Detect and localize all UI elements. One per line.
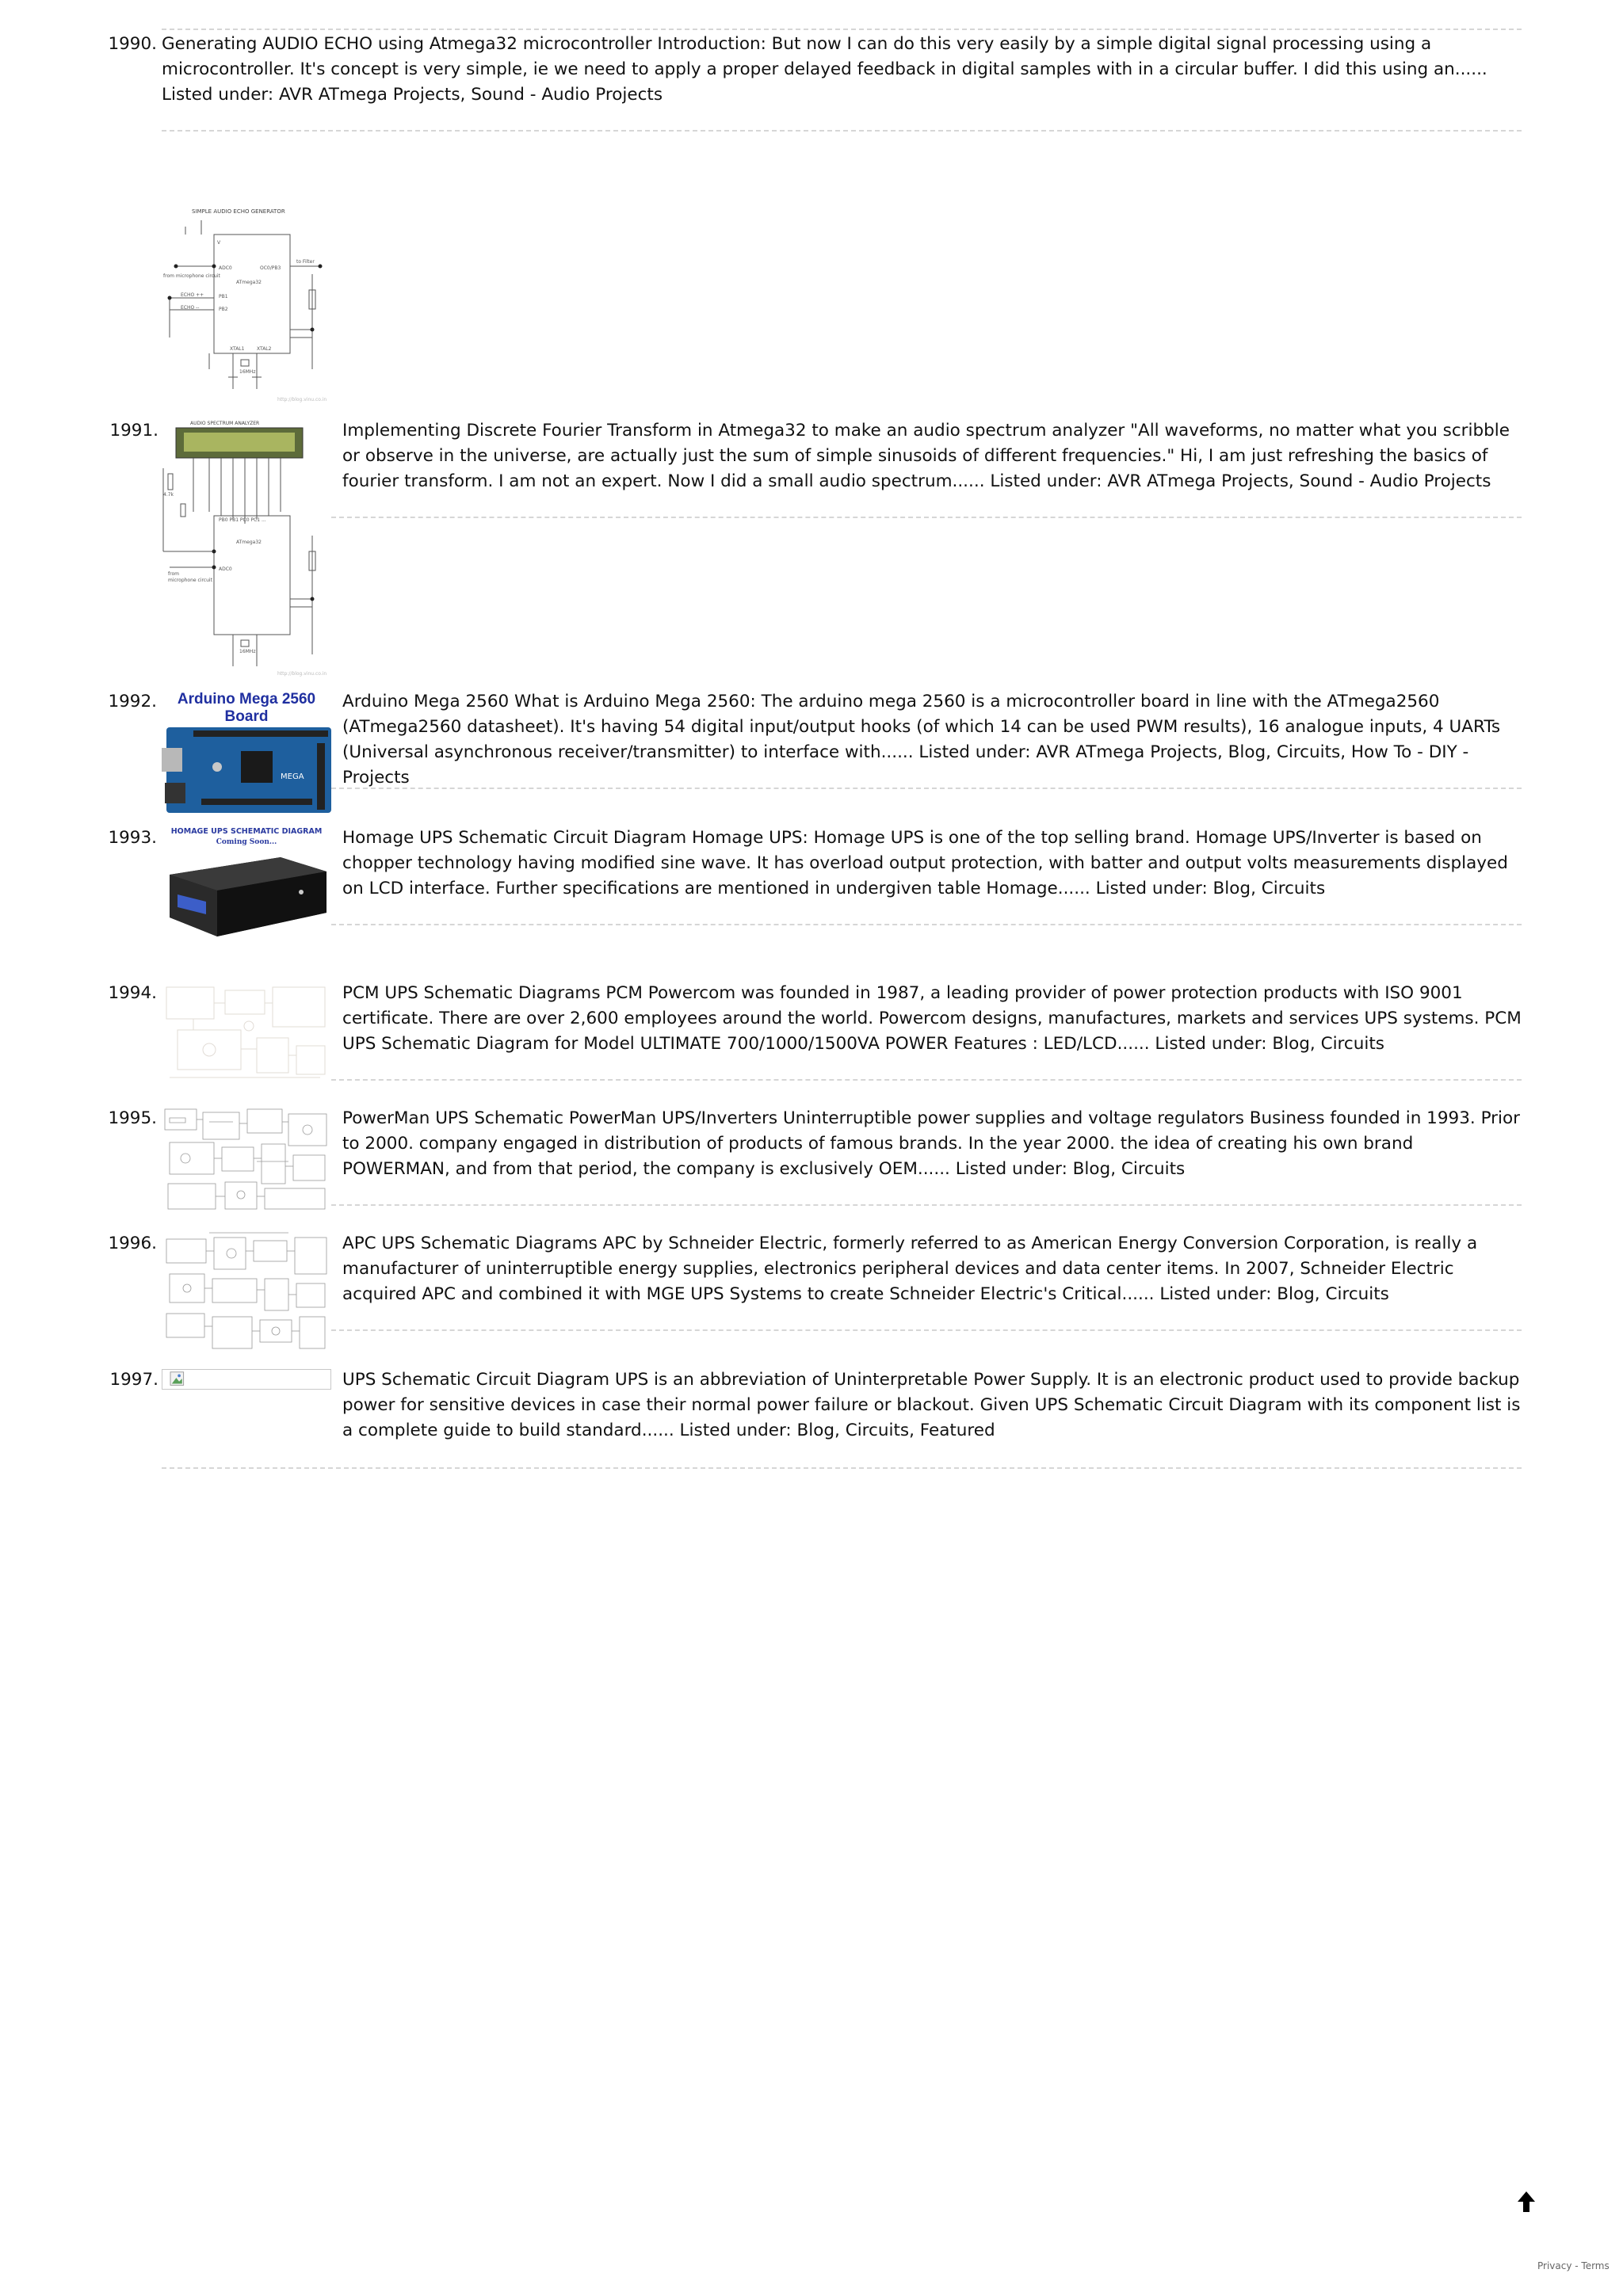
item-excerpt-link[interactable]: Implementing Discrete Fourier Transform in Atmega32 to make an audio spectrum analyzer "All waveforms, no matter what you scribble or observe in the universe, are actually just the sum of simple sinusoids of different frequencies." Hi, I am just refreshing the basics of fourier transform. I am not an expert. Now I did a small audio spectrum...... Listed under: AVR ATmega Projects, Sound - Audio Projects: [342, 421, 1510, 491]
item-thumbnail[interactable]: [162, 417, 331, 678]
svg-text:XTAL2: XTAL2: [257, 346, 272, 352]
item-number: 1996.: [108, 1234, 157, 1253]
pcm-ups-schematic-image: [162, 982, 331, 1085]
svg-text:from microphone circuit: from microphone circuit: [163, 273, 220, 279]
separator: [331, 1329, 1522, 1331]
separator: [162, 130, 1522, 132]
item-thumbnail[interactable]: [162, 826, 331, 968]
svg-text:ECHO --: ECHO --: [181, 305, 200, 311]
separator: [331, 788, 1522, 789]
svg-text:V: V: [217, 240, 221, 246]
svg-text:http://blog.vinu.co.in: http://blog.vinu.co.in: [277, 671, 327, 677]
svg-text:PB0 PB1 PC0 PC1 ...: PB0 PB1 PC0 PC1 ...: [219, 517, 266, 523]
separator: [331, 517, 1522, 518]
svg-text:ATmega32: ATmega32: [236, 280, 262, 285]
thumb-title-line-2: Coming Soon...: [216, 838, 277, 846]
svg-text:ADC0: ADC0: [219, 265, 232, 271]
spectrum-analyzer-schematic-image: [162, 417, 331, 678]
svg-text:from: from: [168, 571, 179, 577]
thumb-title: SIMPLE AUDIO ECHO GENERATOR: [192, 208, 285, 215]
thumb-title-line-1: HOMAGE UPS SCHEMATIC DIAGRAM: [170, 827, 323, 836]
item-excerpt-link[interactable]: APC UPS Schematic Diagrams APC by Schneider Electric, formerly referred to as American Energy Conversion Corporation, is really a manufacturer of uninterruptible energy supplies, electronics peripheral devices and data center items. In 2007, Schneider Electric acquired APC and combined it with MGE UPS Systems to create Schneider Electric's Critical...... Listed under: Blog, Circuits: [342, 1234, 1478, 1304]
arduino-mega-image: [162, 688, 331, 814]
back-to-top-button[interactable]: [1510, 2187, 1542, 2218]
footer-links[interactable]: Privacy - Terms: [1537, 2260, 1610, 2271]
svg-text:ECHO ++: ECHO ++: [181, 292, 204, 298]
item-thumbnail[interactable]: [162, 1231, 331, 1356]
item-excerpt-link[interactable]: Generating AUDIO ECHO using Atmega32 microcontroller Introduction: But now I can do this very easily by a simple digital signal processing using a microcontroller. It's concept is very simple, ie we need to apply a proper delayed feedback in digital samples with in a circular buffer. I did this using an...... Listed under: AVR ATmega Projects, Sound - Audio Projects: [162, 34, 1487, 105]
item-thumbnail-broken[interactable]: [162, 1369, 331, 1390]
svg-text:http://blog.vinu.co.in: http://blog.vinu.co.in: [277, 397, 327, 402]
echo-schematic-image: [162, 203, 331, 406]
item-thumbnail[interactable]: [162, 203, 331, 406]
item-excerpt-link[interactable]: Homage UPS Schematic Circuit Diagram Homage UPS: Homage UPS is one of the top selling brand. Homage UPS/Inverter is based on chopper technology having modified sine wave. It has overload output protection, with batter and output volts measurements displayed on LCD interface. Further specifications are mentioned in undergiven table Homage...... Listed under: Blog, Circuits: [342, 828, 1508, 898]
item-thumbnail[interactable]: [162, 1106, 331, 1215]
svg-text:MEGA: MEGA: [281, 772, 304, 781]
item-number: 1994.: [108, 983, 157, 1003]
svg-text:PB2: PB2: [219, 307, 228, 312]
item-number: 1990.: [108, 34, 157, 54]
broken-image-icon: [162, 1370, 330, 1389]
item-excerpt-link[interactable]: Arduino Mega 2560 What is Arduino Mega 2560: The arduino mega 2560 is a microcontroller board in line with the ATmega2560 (ATmega2560 datasheet). It's having 54 digital input/output hooks (of which 14 can be used PWM results), 16 analogue inputs, 4 UARTs (Universal asynchronous receiver/transmitter) to interface with...... Listed under: AVR ATmega Projects, Blog, Circuits, How To - DIY - Projects: [342, 692, 1501, 788]
thumb-title-line-1: Arduino Mega 2560: [177, 691, 316, 707]
svg-text:16MHz: 16MHz: [239, 369, 256, 375]
homage-ups-image: [162, 826, 331, 968]
item-number: 1997.: [109, 1370, 158, 1390]
thumb-title-line-2: Board: [224, 708, 269, 725]
item-number: 1995.: [108, 1108, 157, 1128]
svg-text:XTAL1: XTAL1: [230, 346, 245, 352]
item-number: 1993.: [108, 828, 157, 848]
separator: [331, 1079, 1522, 1081]
item-number: 1992.: [108, 692, 157, 711]
apc-ups-schematic-image: [162, 1231, 331, 1356]
separator: [162, 1467, 1522, 1469]
svg-text:4.7k: 4.7k: [163, 492, 174, 498]
svg-text:to Filter: to Filter: [296, 259, 315, 265]
separator: [162, 29, 1522, 30]
item-excerpt-link[interactable]: PowerMan UPS Schematic PowerMan UPS/Inverters Uninterruptible power supplies and voltage regulators Business founded in 1993. Prior to 2000. company engaged in distribution of products of famous brands. In the year 2000. the idea of creating his own brand POWERMAN, and from that period, the company is exclusively OEM...... Listed under: Blog, Circuits: [342, 1108, 1520, 1179]
svg-text:16MHz: 16MHz: [239, 649, 256, 654]
item-excerpt-link[interactable]: PCM UPS Schematic Diagrams PCM Powercom was founded in 1987, a leading provider of power protection products with ISO 9001 certificate. There are over 2,600 employees around the world. Powercom designs, manufactures, markets and services UPS systems. PCM UPS Schematic Diagram for Model ULTIMATE 700/1000/1500VA POWER Features : LED/LCD...... Listed under: Blog, Circuits: [342, 983, 1522, 1054]
svg-text:ADC0: ADC0: [219, 566, 232, 572]
svg-text:PB1: PB1: [219, 294, 228, 299]
separator: [331, 1204, 1522, 1206]
separator: [331, 924, 1522, 925]
powerman-ups-schematic-image: [162, 1106, 331, 1215]
arrow-up-icon: [1510, 2187, 1542, 2218]
svg-text:ATmega32: ATmega32: [236, 540, 262, 545]
item-number: 1991.: [109, 421, 158, 441]
svg-text:microphone circuit: microphone circuit: [168, 578, 212, 583]
svg-text:OC0/PB3: OC0/PB3: [260, 265, 281, 271]
svg-text:AUDIO SPECTRUM ANALYZER: AUDIO SPECTRUM ANALYZER: [190, 421, 260, 426]
item-thumbnail[interactable]: [162, 982, 331, 1085]
item-thumbnail[interactable]: [162, 688, 331, 814]
item-excerpt-link[interactable]: UPS Schematic Circuit Diagram UPS is an abbreviation of Uninterpretable Power Supply. It is an electronic product used to provide backup power for sensitive devices in case their normal power failure or blackout. Given UPS Schematic Circuit Diagram with its component list is a complete guide to build standard...... Listed under: Blog, Circuits, Featured: [342, 1370, 1521, 1440]
